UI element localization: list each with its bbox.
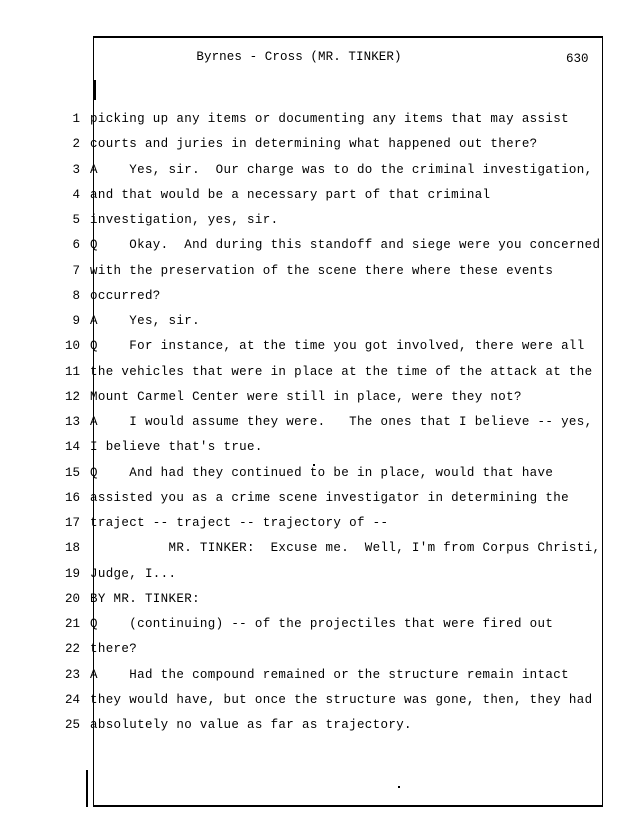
line-text: I believe that's true.	[90, 440, 263, 455]
transcript-line	[0, 188, 638, 208]
page-number: 630	[566, 52, 589, 66]
line-text: courts and juries in determining what happened out there?	[90, 137, 538, 152]
line-text: A Had the compound remained or the structure remain intact	[90, 667, 569, 682]
line-text: and that would be a necessary part of that criminal	[90, 187, 491, 202]
transcript-line	[0, 163, 638, 183]
line-number: 20	[64, 591, 80, 606]
margin-mark	[93, 80, 96, 100]
transcript-line	[0, 264, 638, 284]
margin-mark	[86, 770, 88, 807]
line-text: A I would assume they were. The ones that I believe -- yes,	[90, 415, 593, 429]
transcript-line	[0, 440, 638, 460]
line-number: 17	[64, 516, 80, 530]
line-number: 16	[64, 490, 80, 505]
scan-speck	[398, 786, 400, 788]
line-text: the vehicles that were in place at the time of the attack at the	[90, 364, 593, 379]
line-text: Q (continuing) -- of the projectiles that were fired out	[90, 617, 554, 631]
line-text: A Yes, sir. Our charge was to do the criminal investigation,	[90, 162, 593, 177]
line-text: Q For instance, at the time you got involved, there were all	[90, 339, 585, 354]
page-header	[0, 50, 638, 64]
line-number: 8	[72, 288, 80, 303]
line-text: traject -- traject -- trajectory of --	[90, 516, 389, 530]
transcript-line	[0, 567, 638, 587]
transcript-line	[0, 289, 638, 309]
line-text: assisted you as a crime scene investigator in determining the	[90, 490, 569, 505]
transcript-line	[0, 642, 638, 662]
line-number: 18	[64, 541, 80, 556]
transcript-line	[0, 238, 638, 258]
line-number: 22	[64, 642, 80, 657]
line-text: investigation, yes, sir.	[90, 213, 279, 227]
line-text: they would have, but once the structure was gone, then, they had	[90, 692, 593, 707]
transcript-line	[0, 718, 638, 738]
header-title: Byrnes - Cross (MR. TINKER)	[196, 50, 402, 64]
line-number: 14	[64, 440, 80, 455]
line-text: Mount Carmel Center were still in place, were they not?	[90, 389, 522, 404]
transcript-line	[0, 516, 638, 536]
transcript-line	[0, 415, 638, 435]
line-text: absolutely no value as far as trajectory.	[90, 718, 412, 732]
line-number: 13	[64, 415, 80, 429]
transcript-line	[0, 617, 638, 637]
line-number: 5	[72, 213, 80, 227]
line-text: there?	[90, 642, 138, 657]
line-number: 10	[64, 339, 80, 354]
line-number: 9	[72, 314, 80, 328]
line-text: Q Okay. And during this standoff and siege were you concerned	[90, 238, 601, 253]
line-number: 25	[64, 718, 80, 732]
line-text: BY MR. TINKER:	[90, 591, 200, 606]
line-text: Q And had they continued to be in place, would that have	[90, 465, 554, 480]
line-number: 21	[64, 617, 80, 631]
line-number: 6	[72, 238, 80, 253]
line-number: 24	[64, 692, 80, 707]
line-number: 3	[72, 162, 80, 177]
line-number: 19	[64, 566, 80, 581]
transcript-line	[0, 693, 638, 713]
line-number: 1	[72, 112, 80, 126]
line-number: 15	[64, 465, 80, 480]
scan-speck	[313, 464, 315, 466]
line-number: 4	[72, 187, 80, 202]
line-number: 2	[72, 137, 80, 152]
line-text: picking up any items or documenting any items that may assist	[90, 112, 569, 126]
transcript-line	[0, 592, 638, 612]
line-number: 11	[64, 364, 80, 379]
transcript-line	[0, 466, 638, 486]
transcript-line	[0, 314, 638, 334]
line-number: 7	[72, 263, 80, 278]
line-text: MR. TINKER: Excuse me. Well, I'm from Corpus Christi,	[90, 541, 601, 556]
transcript-line	[0, 213, 638, 233]
line-text: occurred?	[90, 288, 161, 303]
line-text: with the preservation of the scene there where these events	[90, 263, 554, 278]
line-text: Judge, I...	[90, 566, 177, 581]
transcript-line	[0, 137, 638, 157]
line-number: 23	[64, 667, 80, 682]
transcript-line	[0, 339, 638, 359]
transcript-line	[0, 541, 638, 561]
transcript-line	[0, 491, 638, 511]
transcript-line	[0, 365, 638, 385]
line-text: A Yes, sir.	[90, 314, 200, 328]
transcript-line	[0, 668, 638, 688]
line-number: 12	[64, 389, 80, 404]
transcript-line	[0, 390, 638, 410]
transcript-line	[0, 112, 638, 132]
